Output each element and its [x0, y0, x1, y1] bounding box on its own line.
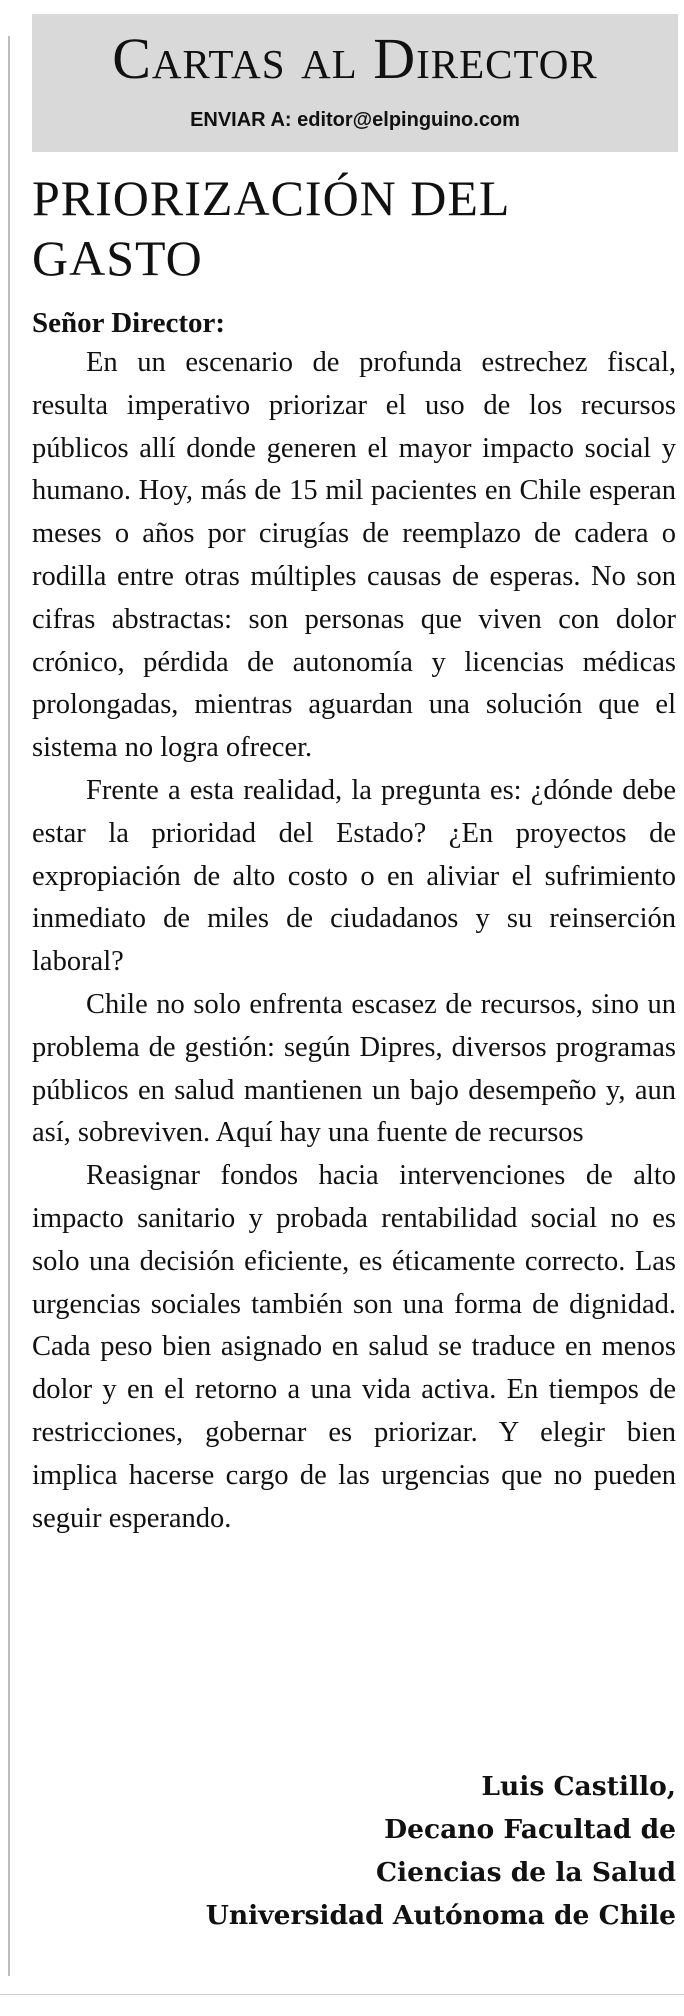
letter-headline: PRIORIZACIÓN DEL GASTO	[32, 170, 509, 286]
page-bottom-divider	[0, 1994, 684, 1995]
letter-paragraph: Reasignar fondos hacia intervenciones de alto impacto sanitario y probada rentabilidad social no es solo una decisión eficiente, es éticamente correcto. Las urgencias sociales también son una forma de dignidad. Cada peso bien asignado en salud se traduce en menos dolor y en el retorno a una vida activa. En tiempos de restricciones, gobernar es priorizar. Y elegir bien implica hacerse cargo de las urgencias que no pueden seguir esperando.	[32, 1160, 676, 1534]
signature-university: Universidad Autónoma de Chile	[205, 1900, 676, 1931]
column-divider	[8, 36, 10, 1976]
signature-faculty: Ciencias de la Salud	[375, 1857, 676, 1888]
letter-salutation: Señor Director:	[32, 307, 226, 339]
letter-paragraph: Chile no solo enfrenta escasez de recursos, sino un problema de gestión: según Dipres, diversos programas públicos en salud mantienen un bajo desempeño y, aun así, sobreviven. Aquí hay una fuente de recursos	[32, 988, 676, 1149]
letter-paragraph: En un escenario de profunda estrechez fiscal, resulta imperativo priorizar el uso de los recursos públicos allí donde generen el mayor impacto social y humano. Hoy, más de 15 mil pacientes en Chile esperan meses o años por cirugías de reemplazo de cadera o rodilla entre otras múltiples causas de esperas. No son cifras abstractas: son personas que viven con dolor crónico, pérdida de autonomía y licencias médicas prolongadas, mientras aguardan una solución que el sistema no logra ofrecer.	[32, 347, 676, 764]
letter-signature	[206, 1765, 676, 1937]
section-title: Cartas al Director	[112, 26, 598, 91]
letter-body	[32, 342, 676, 1540]
letter-paragraph: Frente a esta realidad, la pregunta es: ¿dónde debe estar la prioridad del Estado? ¿En proyectos de expropiación de alto costo o en aliviar el sufrimiento inmediato de miles de ciudadanos y su reinserción laboral?	[32, 774, 676, 978]
signature-role: Decano Facultad de	[384, 1814, 676, 1845]
signature-name: Luis Castillo,	[481, 1771, 676, 1802]
contact-email-line: ENVIAR A: editor@elpinguino.com	[190, 109, 520, 131]
